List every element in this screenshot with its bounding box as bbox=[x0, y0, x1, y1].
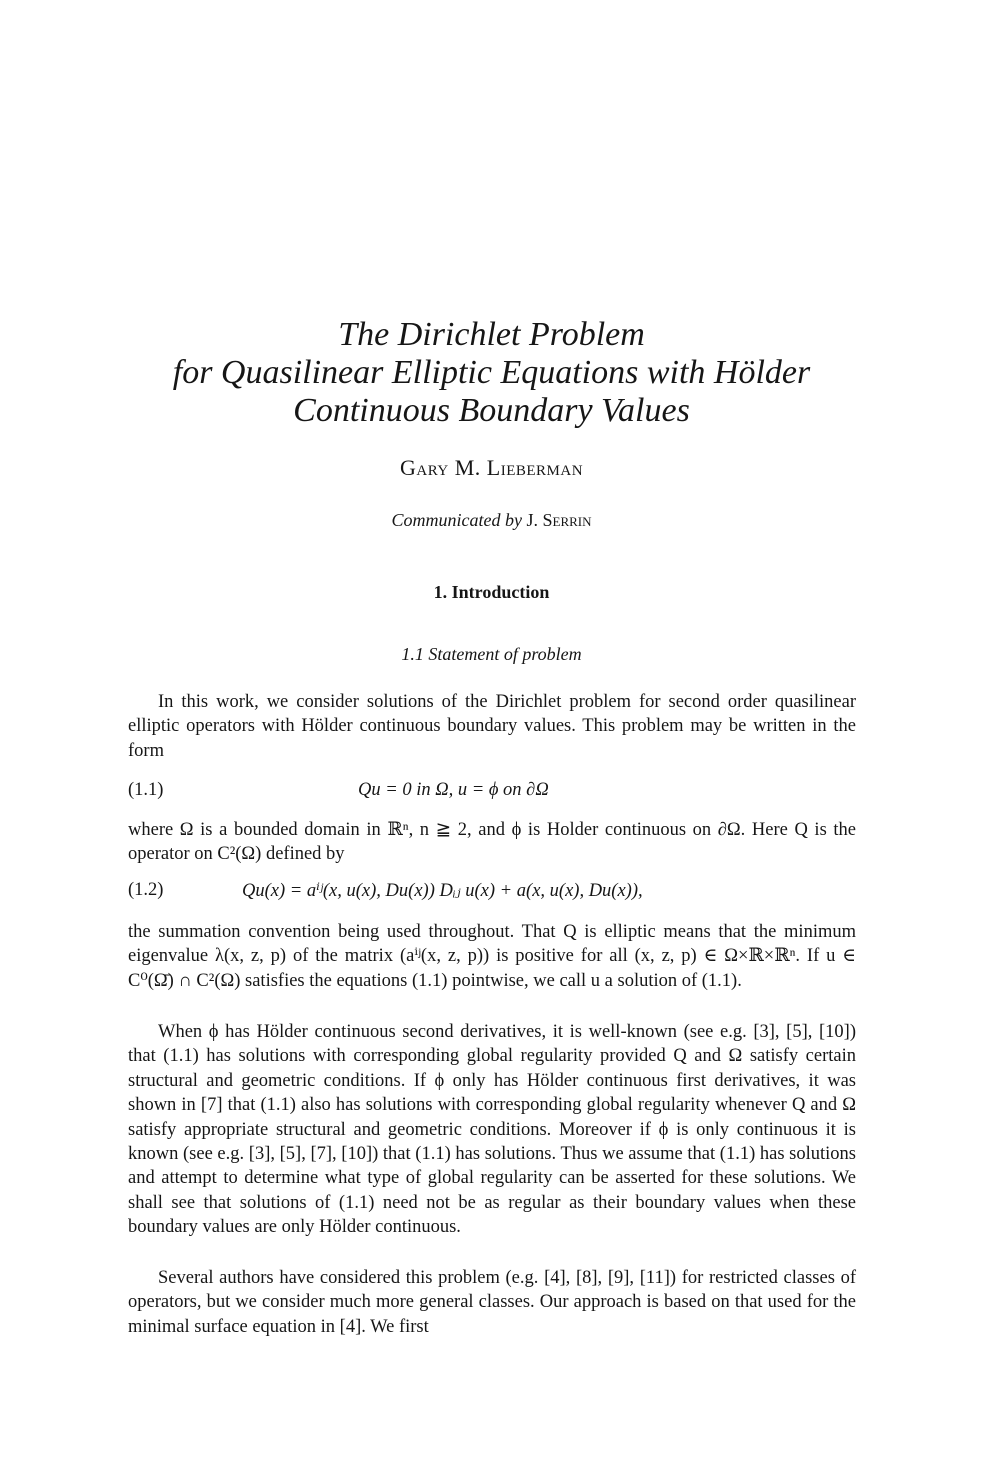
paragraph-5 bbox=[128, 1266, 856, 1339]
paragraph-3 bbox=[128, 920, 856, 993]
paragraph-1 bbox=[128, 690, 856, 763]
communicated-prefix: Communicated by bbox=[391, 510, 522, 530]
equation-number: (1.2) bbox=[128, 880, 164, 900]
equation-body: Qu = 0 in Ω, u = ϕ on ∂Ω bbox=[358, 780, 549, 800]
equation-number: (1.1) bbox=[128, 780, 164, 800]
communicator-name: J. Serrin bbox=[526, 510, 592, 530]
section-heading: 1. Introduction bbox=[433, 582, 550, 602]
title-line-1: The Dirichlet Problem bbox=[338, 316, 645, 353]
title-line-3: Continuous Boundary Values bbox=[293, 392, 690, 429]
paragraph-3-text: the summation convention being used throughout. That Q is elliptic means that the minimum eigenvalue λ(x, z, p) of the matrix (aⁱʲ(x, z, p)) is positive for all (x, z, p) ∈ Ω×ℝ×ℝⁿ. If u ∈ C⁰(Ω̄) ∩ C²(Ω) satisfies the equations (1.1) pointwise, we call u a solution of (1.1). bbox=[128, 922, 856, 991]
paragraph-4-text: When ϕ has Hölder continuous second derivatives, it is well-known (see e.g. [3], [5], [10]) that (1.1) has solutions with corresponding global regularity provided Q and Ω satisfy certain structural and geometric conditions. If ϕ only has Hölder continuous first derivatives, it was shown in [7] that (1.1) also has solutions with corresponding global regularity whenever Q and Ω satisfy appropriate structural and geometric conditions. Moreover if ϕ is only continuous it is known (see e.g. [3], [5], [7], [10]) that (1.1) has solutions. Thus we assume that (1.1) has solutions and attempt to determine what type of global regularity can be asserted for these solutions. We shall see that solutions of (1.1) need not be as regular as their boundary values when these boundary values are only Hölder continuous. bbox=[128, 1022, 856, 1238]
paragraph-5-text: Several authors have considered this problem (e.g. [4], [8], [9], [11]) for restricted classes of operators, but we consider much more general classes. Our approach is based on that used for the minimal surface equation in [4]. We first bbox=[128, 1268, 856, 1337]
paper-title bbox=[100, 316, 883, 430]
equation-1-2 bbox=[128, 880, 856, 906]
paragraph-4 bbox=[128, 1020, 856, 1240]
paragraph-2 bbox=[128, 818, 856, 867]
equation-body: Qu(x) = aⁱʲ(x, u(x), Du(x)) Dᵢⱼ u(x) + a(x, u(x), Du(x)), bbox=[242, 881, 643, 901]
subsection-heading: 1.1 Statement of problem bbox=[401, 644, 582, 664]
author-name: Gary M. Lieberman bbox=[399, 455, 584, 480]
title-line-2: for Quasilinear Elliptic Equations with Hölder bbox=[172, 354, 811, 391]
paragraph-1-text: In this work, we consider solutions of the Dirichlet problem for second order quasilinear elliptic operators with Hölder continuous boundary values. This problem may be written in the form bbox=[128, 692, 856, 761]
paragraph-2-text: where Ω is a bounded domain in ℝⁿ, n ≧ 2, and ϕ is Holder continuous on ∂Ω. Here Q is the operator on C²(Ω) defined by bbox=[128, 820, 856, 865]
equation-1-1 bbox=[128, 780, 856, 806]
communicated-by bbox=[0, 510, 983, 531]
